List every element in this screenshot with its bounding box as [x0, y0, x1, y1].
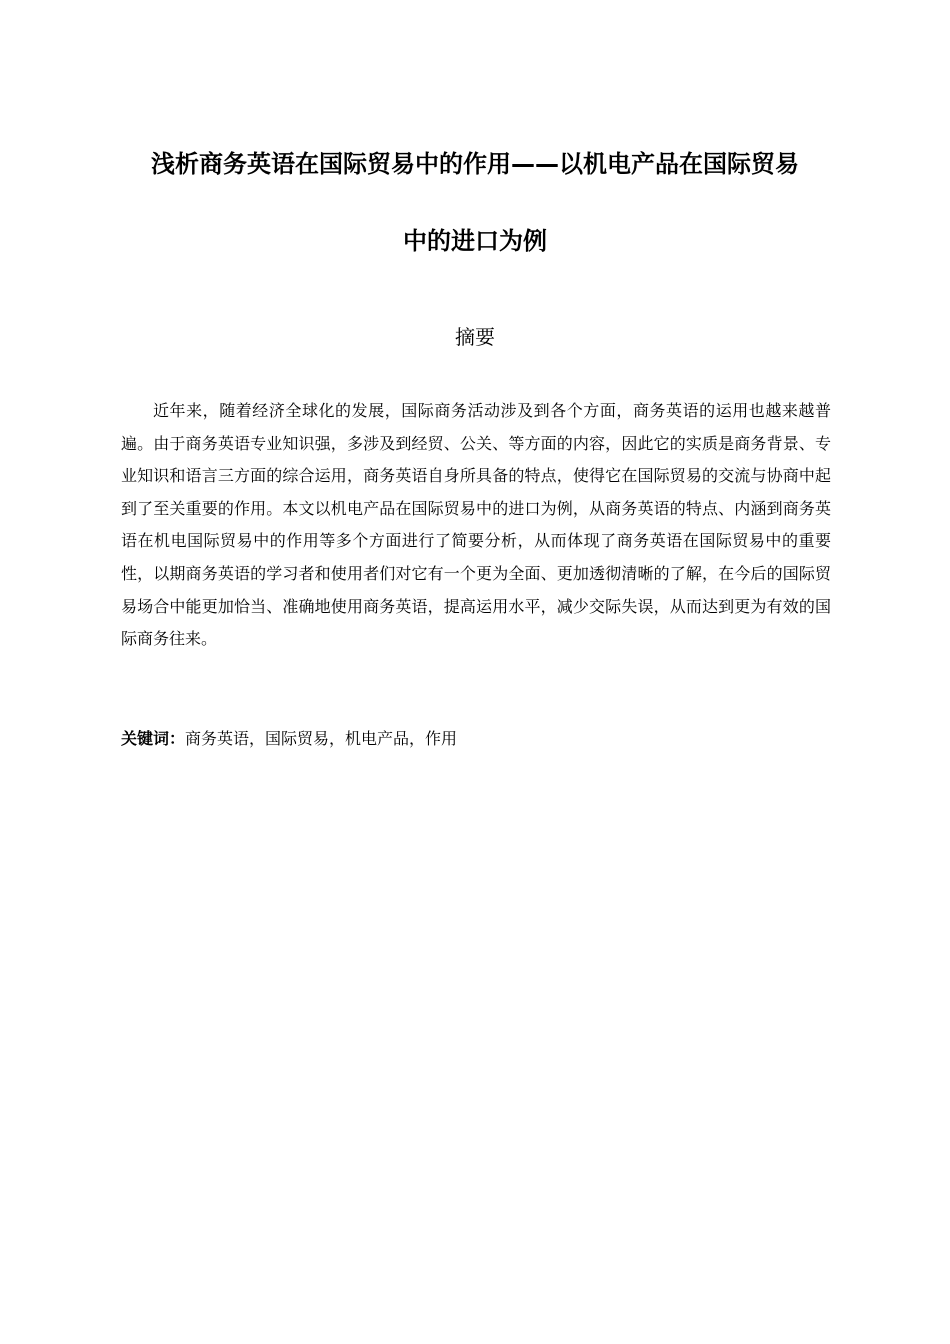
- keywords-line: [121, 724, 831, 755]
- document-title: [100, 126, 850, 280]
- title-line-2: 中的进口为例: [403, 227, 547, 255]
- keywords-value: 商务英语，国际贸易，机电产品，作用: [185, 729, 458, 748]
- title-line-1: 浅析商务英语在国际贸易中的作用——以机电产品在国际贸易: [151, 150, 799, 178]
- keywords-label: 关键词：: [121, 729, 186, 748]
- abstract-heading: 摘要: [455, 325, 495, 349]
- abstract-body: 近年来，随着经济全球化的发展，国际商务活动涉及到各个方面，商务英语的运用也越来越普遍。由于商务英语专业知识强，多涉及到经贸、公关、等方面的内容，因此它的实质是商务背景、专业知识和语言三方面的综合运用，商务英语自身所具备的特点，使得它在国际贸易的交流与协商中起到了至关重要的作用。本文以机电产品在国际贸易中的进口为例，从商务英语的特点、内涵到商务英语在机电国际贸易中的作用等多个方面进行了简要分析，从而体现了商务英语在国际贸易中的重要性，以期商务英语的学习者和使用者们对它有一个更为全面、更加透彻清晰的了解，在今后的国际贸易场合中能更加恰当、准确地使用商务英语，提高运用水平，减少交际失误，从而达到更为有效的国际商务往来。: [121, 401, 831, 649]
